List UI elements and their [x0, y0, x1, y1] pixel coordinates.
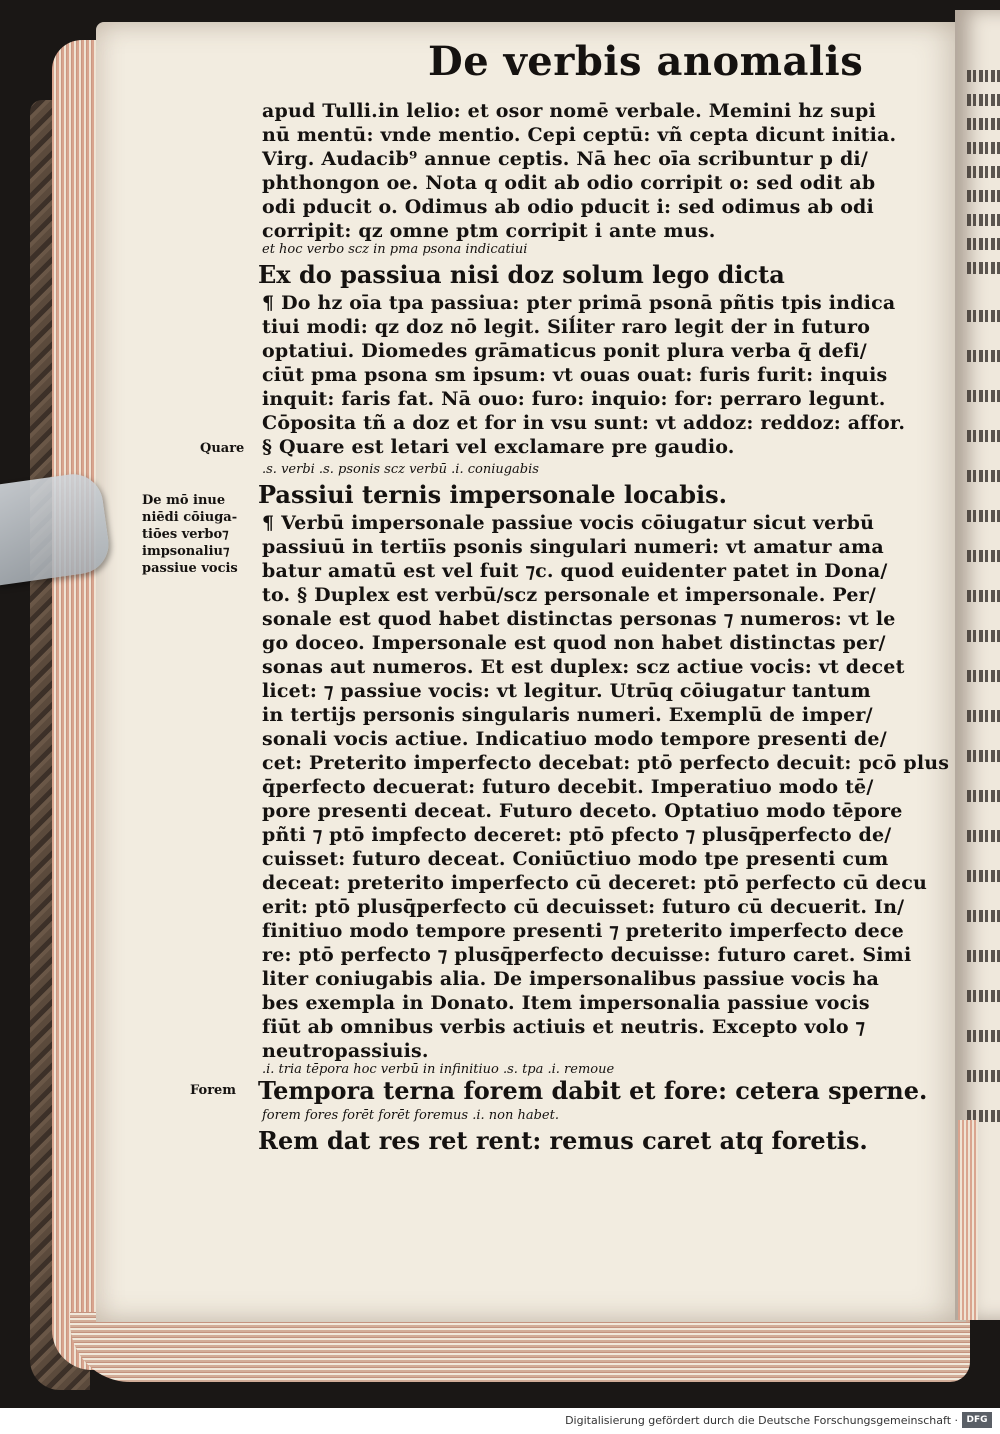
body-line: optatiui. Diomedes grāmaticus ponit plura verba q̄ defi/: [262, 340, 867, 362]
right-page-line: [967, 430, 1000, 442]
interlinear-gloss: .i. tria tēpora hoc verbū in infinitiuo .s. tpa .i. remoue: [262, 1062, 615, 1077]
verse-line: Tempora terna forem dabit et fore: cetera sperne.: [258, 1076, 928, 1105]
body-line: q̄perfecto decuerat: futuro decebit. Imperatiuo modo tē/: [262, 776, 874, 798]
right-page-line: [967, 950, 1000, 962]
margin-note-line: tiōes verbo⁊: [142, 527, 229, 542]
interlinear-gloss: forem fores forēt forēt foremus .i. non habet.: [262, 1108, 559, 1123]
body-line: liter coniugabis alia. De impersonalibus passiue vocis ha: [262, 968, 879, 990]
body-line: passiuū in tertiīs psonis singulari numeri: vt amatur ama: [262, 536, 884, 558]
funding-credit: Digitalisierung gefördert durch die Deutsche Forschungsgemeinschaft ·: [565, 1414, 958, 1427]
margin-note-line: niēdi cōiuga-: [142, 510, 238, 525]
body-line: § Quare est letari vel exclamare pre gaudio.: [262, 436, 735, 458]
right-page-line: [967, 1030, 1000, 1042]
body-line: cuisset: futuro deceat. Coniūctiuo modo tpe presenti cum: [262, 848, 889, 870]
body-line: finitiuo modo tempore presenti ⁊ preterito imperfecto dece: [262, 920, 904, 942]
page-edges-right: [958, 1120, 978, 1320]
right-page-line: [967, 262, 1000, 274]
body-line: apud Tulli.in lelio: et osor nomē verbale. Memini hz supi: [262, 100, 876, 122]
right-page-line: [967, 238, 1000, 250]
interlinear-gloss: .s. verbi .s. psonis scz verbū .i. coniugabis: [262, 462, 539, 477]
body-line: Virg. Audacib⁹ annue ceptis. Nā hec oīa scribuntur p di/: [262, 148, 868, 170]
body-line: deceat: preterito imperfecto cū deceret: ptō perfecto cū decu: [262, 872, 928, 894]
right-page-line: [967, 870, 1000, 882]
body-line: go doceo. Impersonale est quod non habet distinctas per/: [262, 632, 886, 654]
right-page-line: [967, 510, 1000, 522]
verse-line: Passiui ternis impersonale locabis.: [258, 480, 727, 509]
right-page-line: [967, 590, 1000, 602]
right-page-line: [967, 470, 1000, 482]
verse-line: Ex do passiua nisi doz solum lego dicta: [258, 260, 785, 289]
body-line: pore presenti deceat. Futuro deceto. Optatiuo modo tēpore: [262, 800, 903, 822]
footer-bar: [0, 1408, 1000, 1434]
body-line: batur amatū est vel fuit ⁊c. quod euidenter patet in Dona/: [262, 560, 888, 582]
body-line: licet: ⁊ passiue vocis: vt legitur. Utrūq cōiugatur tantum: [262, 680, 871, 702]
running-head: De verbis anomalis: [428, 38, 864, 85]
right-page-line: [967, 94, 1000, 106]
body-line: sonali vocis actiue. Indicatiuo modo tempore presenti de/: [262, 728, 887, 750]
body-line: phthongon oe. Nota q odit ab odio corripit o: sed odit ab: [262, 172, 876, 194]
body-line: erit: ptō plusq̄perfecto cū decuisset: futuro cū decuerit. In/: [262, 896, 905, 918]
right-page-line: [967, 550, 1000, 562]
body-line: in tertijs personis singularis numeri. Exemplū de imper/: [262, 704, 873, 726]
body-line: Cōposita tñ a doz et for in vsu sunt: vt addoz: reddoz: affor.: [262, 412, 906, 434]
right-page-line: [967, 990, 1000, 1002]
body-line: tiui modi: qz doz nō legit. Siĺiter raro legit der in futuro: [262, 316, 871, 338]
body-line: bes exempla in Donato. Item impersonalia passiue vocis: [262, 992, 870, 1014]
interlinear-gloss: et hoc verbo scz in pma psona indicatiui: [262, 242, 528, 257]
body-line: re: ptō perfecto ⁊ plusq̄perfecto decuisse: futuro caret. Simi: [262, 944, 912, 966]
body-line: sonas aut numeros. Et est duplex: scz actiue vocis: vt decet: [262, 656, 905, 678]
right-page-line: [967, 166, 1000, 178]
right-page-line: [967, 670, 1000, 682]
right-page-line: [967, 750, 1000, 762]
body-line: ciūt pma psona sm ipsum: vt ouas ouat: furis furit: inquis: [262, 364, 888, 386]
page-edges-bottom: [70, 1312, 970, 1382]
body-line: sonale est quod habet distinctas personas ⁊ numeros: vt le: [262, 608, 896, 630]
right-page-line: [967, 910, 1000, 922]
right-page-line: [967, 214, 1000, 226]
right-page-line: [967, 350, 1000, 362]
right-page-line: [967, 390, 1000, 402]
right-page-line: [967, 790, 1000, 802]
body-line: neutropassiuis.: [262, 1040, 429, 1062]
page-clip: [0, 470, 112, 585]
right-page-line: [967, 630, 1000, 642]
right-page-line: [967, 710, 1000, 722]
right-page-line: [967, 70, 1000, 82]
margin-note-line: De mō inue: [142, 493, 226, 508]
margin-note-forem: Forem: [190, 1083, 237, 1098]
body-line: cet: Preterito imperfecto decebat: ptō perfecto decuit: pcō plus: [262, 752, 950, 774]
body-line: to. § Duplex est verbū/scz personale et impersonale. Per/: [262, 584, 876, 606]
right-page-line: [967, 118, 1000, 130]
body-line: ¶ Do hz oīa tpa passiua: pter primā psonā pñtis tpis indica: [262, 292, 896, 314]
body-line: corripit: qz omne ptm corripit i ante mus.: [262, 220, 716, 242]
body-line: fiūt ab omnibus verbis actiuis et neutris. Excepto volo ⁊: [262, 1016, 866, 1038]
body-line: inquit: faris fat. Nā ouo: furo: inquio: for: perraro legunt.: [262, 388, 886, 410]
margin-note-line: impsonaliu⁊: [142, 544, 230, 559]
body-line: nū mentū: vnde mentio. Cepi ceptū: vñ cepta dicunt initia.: [262, 124, 897, 146]
right-page-line: [967, 830, 1000, 842]
body-line: pñti ⁊ ptō impfecto deceret: ptō pfecto ⁊ plusq̄perfecto de/: [262, 824, 892, 846]
dfg-logo-icon: DFG: [962, 1412, 992, 1428]
body-line: odi pducit o. Odimus ab odio pducit i: sed odimus ab odi: [262, 196, 874, 218]
margin-note-impersonal: [142, 492, 238, 577]
margin-note-line: passiue vocis: [142, 561, 238, 576]
right-page-line: [967, 1070, 1000, 1082]
right-page-line: [967, 142, 1000, 154]
margin-note-quare: Quare: [200, 441, 245, 456]
right-page-line: [967, 310, 1000, 322]
right-page-line: [967, 190, 1000, 202]
verse-line: Rem dat res ret rent: remus caret atq foretis.: [258, 1126, 868, 1155]
body-line: ¶ Verbū impersonale passiue vocis cōiugatur sicut verbū: [262, 512, 875, 534]
